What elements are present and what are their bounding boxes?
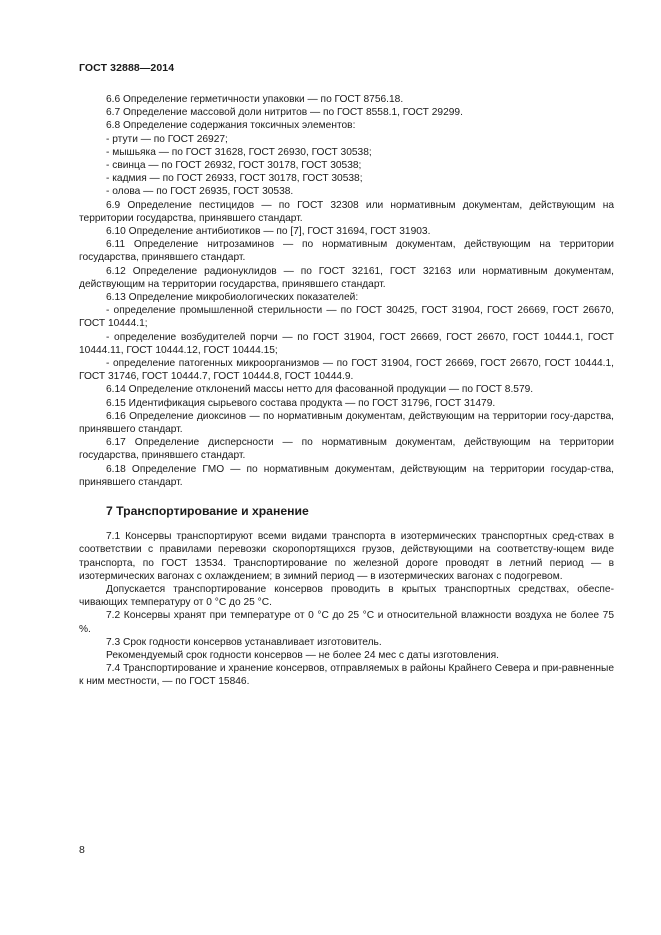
list-item-sterility: - определение промышленной стерильности — по ГОСТ 30425, ГОСТ 31904, ГОСТ 26669, ГОСТ 26670, ГОСТ 10444.1; [79, 305, 614, 330]
list-item-pathogens: - определение патогенных микроорганизмов — по ГОСТ 31904, ГОСТ 26669, ГОСТ 26670, ГОСТ 10444.1, ГОСТ 31746, ГОСТ 10444.7, ГОСТ 10444.8, ГОСТ 10444.9. [79, 358, 614, 383]
clause-6-18: 6.18 Определение ГМО — по нормативным документам, действующим на территории государ-ства, принявшего стандарт. [79, 463, 614, 488]
clause-7-2: 7.2 Консервы хранят при температуре от 0 °С до 25 °С и относительной влажности воздуха не более 75 %. [79, 610, 614, 635]
clause-6-12: 6.12 Определение радионуклидов — по ГОСТ 32161, ГОСТ 32163 или нормативным документам, действующим на территории государства, принявшего стандарт. [79, 265, 614, 290]
list-item-spoilage: - определение возбудителей порчи — по ГОСТ 31904, ГОСТ 26669, ГОСТ 26670, ГОСТ 10444.1, ГОСТ 10444.11, ГОСТ 10444.12, ГОСТ 10444.15; [79, 331, 614, 356]
clause-6-10: 6.10 Определение антибиотиков — по [7], ГОСТ 31694, ГОСТ 31903. [106, 226, 431, 238]
clause-7-1-note: Допускается транспортирование консервов проводить в крытых транспортных средствах, обеспе-чивающих температуру от 0 °С до 25 °С. [79, 583, 614, 609]
document-body [79, 93, 614, 689]
clause-6-15: 6.15 Идентификация сырьевого состава продукта — по ГОСТ 31796, ГОСТ 31479. [106, 397, 496, 409]
list-item-cadmium: - кадмия — по ГОСТ 26933, ГОСТ 30178, ГОСТ 30538; [106, 173, 363, 185]
clause-6-17: 6.17 Определение дисперсности — по нормативным документам, действующим на территории государства, принявшего стандарт. [79, 437, 614, 462]
list-item-arsenic: - мышьяка — по ГОСТ 31628, ГОСТ 26930, ГОСТ 30538; [106, 146, 372, 158]
document-code-header: ГОСТ 32888—2014 [79, 62, 175, 74]
clause-6-16: 6.16 Определение диоксинов — по нормативным документам, действующим на территории госу-дарства, принявшего стандарт. [79, 410, 614, 436]
list-item-lead: - свинца — по ГОСТ 26932, ГОСТ 30178, ГОСТ 30538; [106, 160, 362, 172]
clause-7-1: 7.1 Консервы транспортируют всеми видами транспорта в изотермических транспортных сред-ствах в соответствии с правилами перевозки скоропортящихся грузов, действующими на соответству-ющем виде транспорта, по ГОСТ 13534. Транспортирование по железной дороге проводят в летний период — в изотермических вагонах с охлаждением; в зимний период — в изотермических вагонах с подогревом. [79, 531, 614, 582]
clause-7-3-recommendation: Рекомендуемый срок годности консервов — не более 24 мес с даты изготовления. [106, 649, 500, 661]
clause-6-7: 6.7 Определение массовой доли нитритов — по ГОСТ 8558.1, ГОСТ 29299. [106, 107, 463, 119]
section-7-title: 7 Транспортирование и хранение [106, 504, 309, 519]
clause-7-4: 7.4 Транспортирование и хранение консервов, отправляемых в районы Крайнего Севера и при-равненные к ним местности, — по ГОСТ 15846. [79, 663, 614, 688]
clause-6-13: 6.13 Определение микробиологических показателей: [106, 292, 359, 304]
list-item-tin: - олова — по ГОСТ 26935, ГОСТ 30538. [106, 186, 294, 198]
clause-6-11: 6.11 Определение нитрозаминов — по нормативным документам, действующим на территории государства, принявшего стандарт. [79, 239, 614, 264]
clause-6-14: 6.14 Определение отклонений массы нетто для фасованной продукции — по ГОСТ 8.579. [106, 384, 534, 396]
clause-7-3: 7.3 Срок годности консервов устанавливает изготовитель. [106, 636, 382, 648]
clause-6-6: 6.6 Определение герметичности упаковки — по ГОСТ 8756.18. [106, 94, 404, 105]
list-item-mercury: - ртути — по ГОСТ 26927; [106, 133, 228, 145]
page-number: 8 [79, 844, 85, 856]
clause-6-9: 6.9 Определение пестицидов — по ГОСТ 32308 или нормативным документам, действующим на территории государства, принявшего стандарт. [79, 199, 614, 224]
clause-6-8: 6.8 Определение содержания токсичных элементов: [106, 120, 356, 132]
